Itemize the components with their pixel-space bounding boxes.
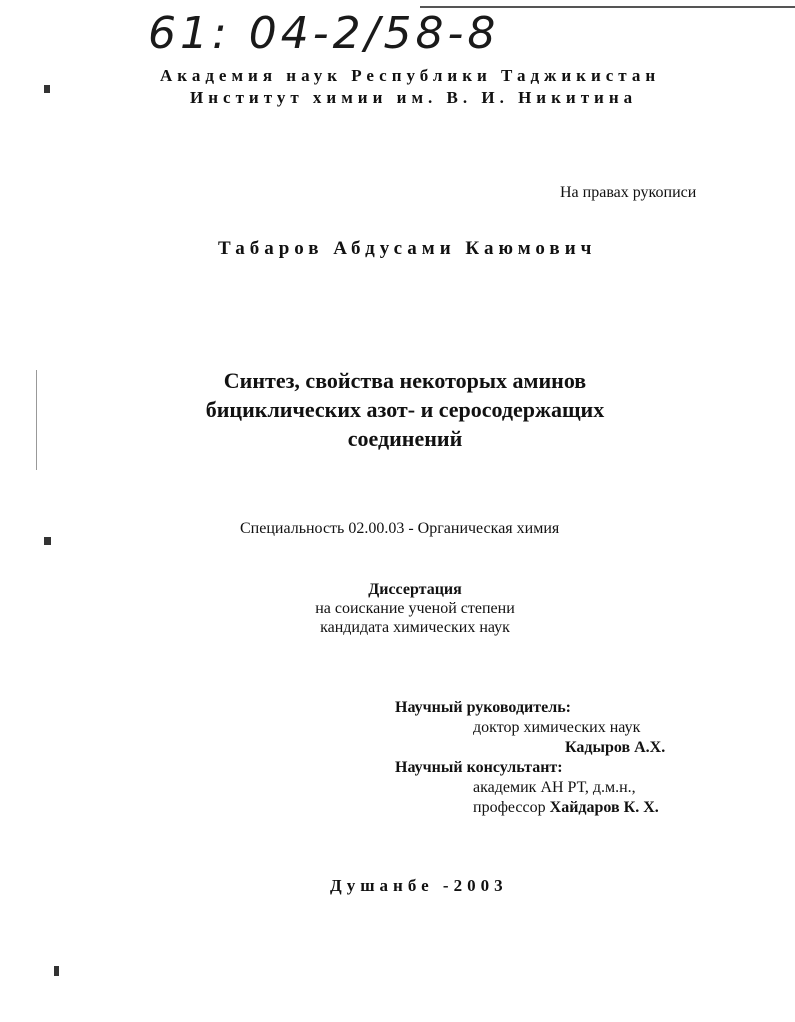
academy-name: Академия наук Республики Таджикистан: [160, 66, 661, 85]
title-line: Синтез, свойства некоторых аминов: [223, 368, 587, 393]
scan-speck: [44, 537, 51, 545]
consultant-label: Научный консультант:: [395, 759, 563, 776]
city-year: Душанбе -2003: [330, 876, 508, 895]
consultant-title: профессор: [473, 799, 546, 816]
dissertation-heading: Диссертация: [368, 581, 462, 598]
specialty: Специальность 02.00.03 - Органическая химия: [240, 520, 560, 537]
scan-speck: [54, 966, 59, 976]
dissertation-block: [250, 580, 580, 637]
consultant-title-line: [473, 798, 659, 818]
dissertation-title: [150, 366, 660, 453]
consultant-name: Хайдаров К. Х.: [549, 799, 659, 816]
scan-speck: [44, 85, 50, 93]
manuscript-note: На правах рукописи: [560, 184, 697, 201]
supervisor-label: Научный руководитель:: [395, 699, 571, 716]
consultant-degree: академик АН РТ, д.м.н.,: [473, 779, 636, 796]
supervisor-degree: доктор химических наук: [473, 719, 641, 736]
handwritten-catalog-code: 61: 04-2/58-8: [148, 8, 500, 59]
scan-edge-line: [36, 370, 37, 470]
dissertation-line: кандидата химических наук: [320, 619, 510, 636]
title-line: бициклических азот- и серосодержащих: [205, 397, 605, 422]
dissertation-line: на соискание ученой степени: [315, 600, 515, 617]
author-name: Табаров Абдусами Каюмович: [218, 238, 597, 259]
title-line: соединений: [347, 426, 463, 451]
supervisor-name: Кадыров А.Х.: [565, 739, 666, 756]
institute-name: Институт химии им. В. И. Никитина: [190, 88, 638, 107]
